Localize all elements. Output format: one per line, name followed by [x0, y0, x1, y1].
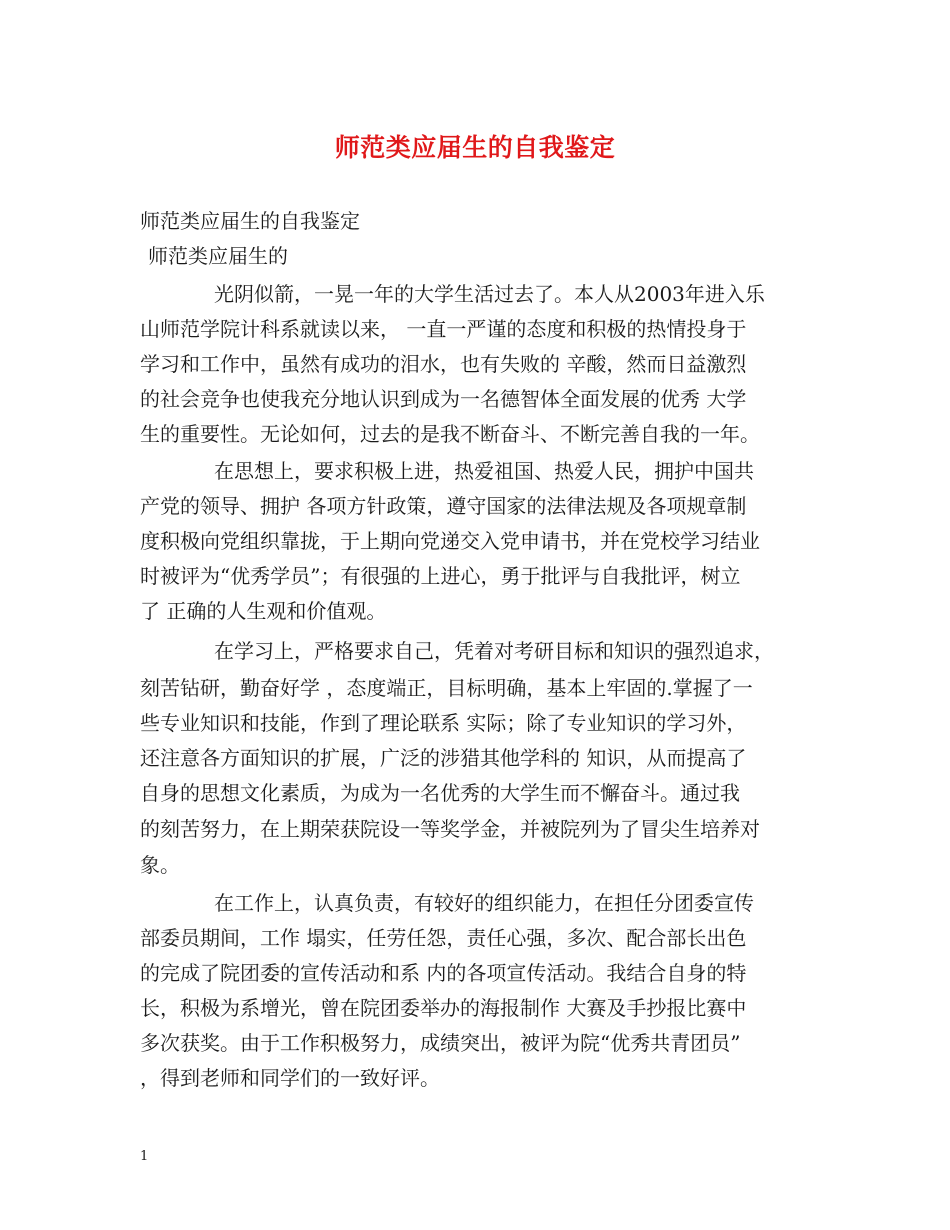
body-line: 产党的领导、拥护 各项方针政策，遵守国家的法律法规及各项规章制: [140, 494, 747, 518]
body-line: 光阴似箭，一晃一年的大学生活过去了。本人从2003年进入乐: [214, 282, 765, 306]
body-line: 象。: [140, 853, 180, 877]
body-line: 的完成了院团委的宣传活动和系 内的各项宣传活动。我结合自身的特: [140, 961, 747, 985]
body-line: 生的重要性。无论如何，过去的是我不断奋斗、不断完善自我的一年。: [140, 422, 760, 446]
body-line: 在思想上，要求积极上进，热爱祖国、热爱人民，拥护中国共: [214, 459, 754, 483]
body-line: 学习和工作中，虽然有成功的泪水，也有失败的 辛酸，然而日益激烈: [140, 352, 747, 376]
body-line: ，得到老师和同学们的一致好评。: [140, 1066, 440, 1090]
body-line: 刻苦钻研，勤奋好学 ，态度端正，目标明确，基本上牢固的.掌握了一: [140, 676, 753, 700]
body-line: 长，积极为系增光，曾在院团委举办的海报制作 大赛及手抄报比赛中: [140, 996, 747, 1020]
body-line: 的社会竞争也使我充分地认识到成为一名德智体全面发展的优秀 大学: [140, 387, 747, 411]
page-number: 1: [140, 1149, 149, 1164]
body-line: 了 正确的人生观和价值观。: [140, 599, 387, 623]
subheading-1: 师范类应届生的自我鉴定: [140, 209, 360, 233]
body-line: 的刻苦努力，在上期荣获院设一等奖学金，并被院列为了冒尖生培养对: [140, 817, 760, 841]
body-line: 些专业知识和技能，作到了理论联系 实际；除了专业知识的学习外，: [140, 711, 747, 735]
body-line: 山师范学院计科系就读以来， 一直一严谨的态度和积极的热情投身于: [140, 317, 747, 341]
body-line: 度积极向党组织靠拢，于上期向党递交入党申请书，并在党校学习结业: [140, 529, 760, 553]
document-title: 师范类应届生的自我鉴定: [334, 133, 616, 162]
body-line: 部委员期间，工作 塌实，任劳任怨，责任心强，多次、配合部长出色: [140, 926, 747, 950]
body-line: 多次获奖。由于工作积极努力，成绩突出，被评为院“优秀共青团员”: [140, 1031, 741, 1055]
body-line: 自身的思想文化素质，为成为一名优秀的大学生而不懈奋斗。通过我: [140, 781, 740, 805]
subheading-2: 师范类应届生的: [148, 244, 288, 268]
body-line: 还注意各方面知识的扩展，广泛的涉猎其他学科的 知识，从而提高了: [140, 746, 747, 770]
body-line: 时被评为“优秀学员”；有很强的上进心，勇于批评与自我批评，树立: [140, 564, 741, 588]
body-line: 在工作上，认真负责，有较好的组织能力，在担任分团委宣传: [214, 891, 754, 915]
body-line: 在学习上，严格要求自己，凭着对考研目标和知识的强烈追求，: [214, 639, 774, 663]
